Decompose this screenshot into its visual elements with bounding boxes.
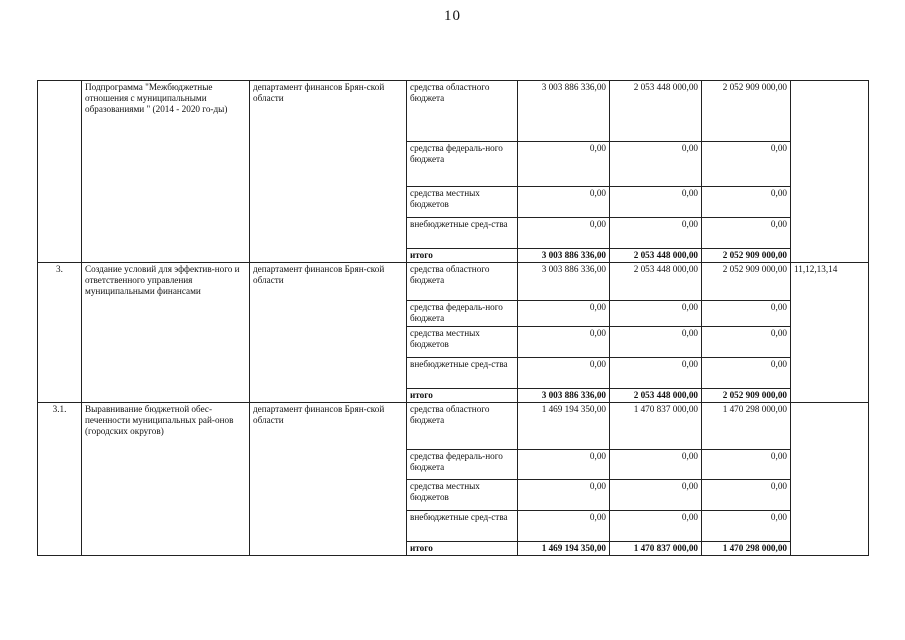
source-extra: внебюджетные сред-ства xyxy=(407,218,518,249)
total-amount-cell: 3 003 886 336,00 xyxy=(518,389,610,403)
budget-table xyxy=(37,80,869,556)
amount-cell: 0,00 xyxy=(518,327,610,358)
source-federal: средства федераль-ного бюджета xyxy=(407,142,518,187)
amount-cell: 2 052 909 000,00 xyxy=(702,81,791,142)
amount-cell: 0,00 xyxy=(610,511,702,542)
amount-cell: 0,00 xyxy=(610,327,702,358)
source-total: итого xyxy=(407,389,518,403)
total-amount-cell: 2 053 448 000,00 xyxy=(610,389,702,403)
amount-cell: 0,00 xyxy=(518,218,610,249)
amount-cell: 0,00 xyxy=(702,327,791,358)
amount-cell: 0,00 xyxy=(610,450,702,480)
amount-cell: 1 469 194 350,00 xyxy=(518,403,610,450)
amount-cell: 0,00 xyxy=(702,450,791,480)
source-regional: средства областного бюджета xyxy=(407,81,518,142)
amount-cell: 0,00 xyxy=(610,187,702,218)
indicators-cell xyxy=(791,81,869,263)
amount-cell: 3 003 886 336,00 xyxy=(518,263,610,301)
amount-cell: 0,00 xyxy=(610,358,702,389)
amount-cell: 0,00 xyxy=(702,301,791,327)
total-amount-cell: 2 052 909 000,00 xyxy=(702,389,791,403)
total-amount-cell: 2 053 448 000,00 xyxy=(610,249,702,263)
source-federal: средства федераль-ного бюджета xyxy=(407,450,518,480)
amount-cell: 0,00 xyxy=(518,187,610,218)
indicators-cell: 11,12,13,14 xyxy=(791,263,869,403)
amount-cell: 2 052 909 000,00 xyxy=(702,263,791,301)
total-amount-cell: 1 470 837 000,00 xyxy=(610,542,702,556)
amount-cell: 0,00 xyxy=(702,218,791,249)
amount-cell: 0,00 xyxy=(702,187,791,218)
amount-cell: 1 470 298 000,00 xyxy=(702,403,791,450)
amount-cell: 0,00 xyxy=(518,511,610,542)
amount-cell: 1 470 837 000,00 xyxy=(610,403,702,450)
source-total: итого xyxy=(407,542,518,556)
amount-cell: 0,00 xyxy=(610,480,702,511)
source-total: итого xyxy=(407,249,518,263)
total-amount-cell: 3 003 886 336,00 xyxy=(518,249,610,263)
amount-cell: 0,00 xyxy=(610,301,702,327)
amount-cell: 0,00 xyxy=(518,450,610,480)
row-number xyxy=(38,81,82,263)
amount-cell: 0,00 xyxy=(702,142,791,187)
amount-cell: 0,00 xyxy=(610,142,702,187)
row-number: 3. xyxy=(38,263,82,403)
amount-cell: 3 003 886 336,00 xyxy=(518,81,610,142)
table-row xyxy=(38,403,869,450)
row-number: 3.1. xyxy=(38,403,82,556)
source-federal: средства федераль-ного бюджета xyxy=(407,301,518,327)
total-amount-cell: 1 470 298 000,00 xyxy=(702,542,791,556)
amount-cell: 2 053 448 000,00 xyxy=(610,263,702,301)
amount-cell: 0,00 xyxy=(518,142,610,187)
activity-name: Выравнивание бюджетной обес-печенности муниципальных рай-онов (городских округов) xyxy=(82,403,250,556)
total-amount-cell: 1 469 194 350,00 xyxy=(518,542,610,556)
table-row xyxy=(38,263,869,301)
source-local: средства местных бюджетов xyxy=(407,327,518,358)
amount-cell: 0,00 xyxy=(702,480,791,511)
source-local: средства местных бюджетов xyxy=(407,480,518,511)
source-extra: внебюджетные сред-ства xyxy=(407,511,518,542)
source-regional: средства областного бюджета xyxy=(407,403,518,450)
table-row xyxy=(38,81,869,142)
amount-cell: 0,00 xyxy=(518,301,610,327)
executor-cell: департамент финансов Брян-ской области xyxy=(250,263,407,403)
amount-cell: 0,00 xyxy=(702,511,791,542)
source-regional: средства областного бюджета xyxy=(407,263,518,301)
page-number: 10 xyxy=(444,8,461,24)
activity-name: Создание условий для эффектив-ного и ответственного управления муниципальными финансами xyxy=(82,263,250,403)
executor-cell: департамент финансов Брян-ской области xyxy=(250,81,407,263)
activity-name: Подпрограмма "Межбюджетные отношения с муниципальными образованиями " (2014 - 2020 го-ды) xyxy=(82,81,250,263)
amount-cell: 0,00 xyxy=(702,358,791,389)
indicators-cell xyxy=(791,403,869,556)
total-amount-cell: 2 052 909 000,00 xyxy=(702,249,791,263)
amount-cell: 2 053 448 000,00 xyxy=(610,81,702,142)
amount-cell: 0,00 xyxy=(518,358,610,389)
amount-cell: 0,00 xyxy=(518,480,610,511)
source-local: средства местных бюджетов xyxy=(407,187,518,218)
executor-cell: департамент финансов Брян-ской области xyxy=(250,403,407,556)
source-extra: внебюджетные сред-ства xyxy=(407,358,518,389)
amount-cell: 0,00 xyxy=(610,218,702,249)
